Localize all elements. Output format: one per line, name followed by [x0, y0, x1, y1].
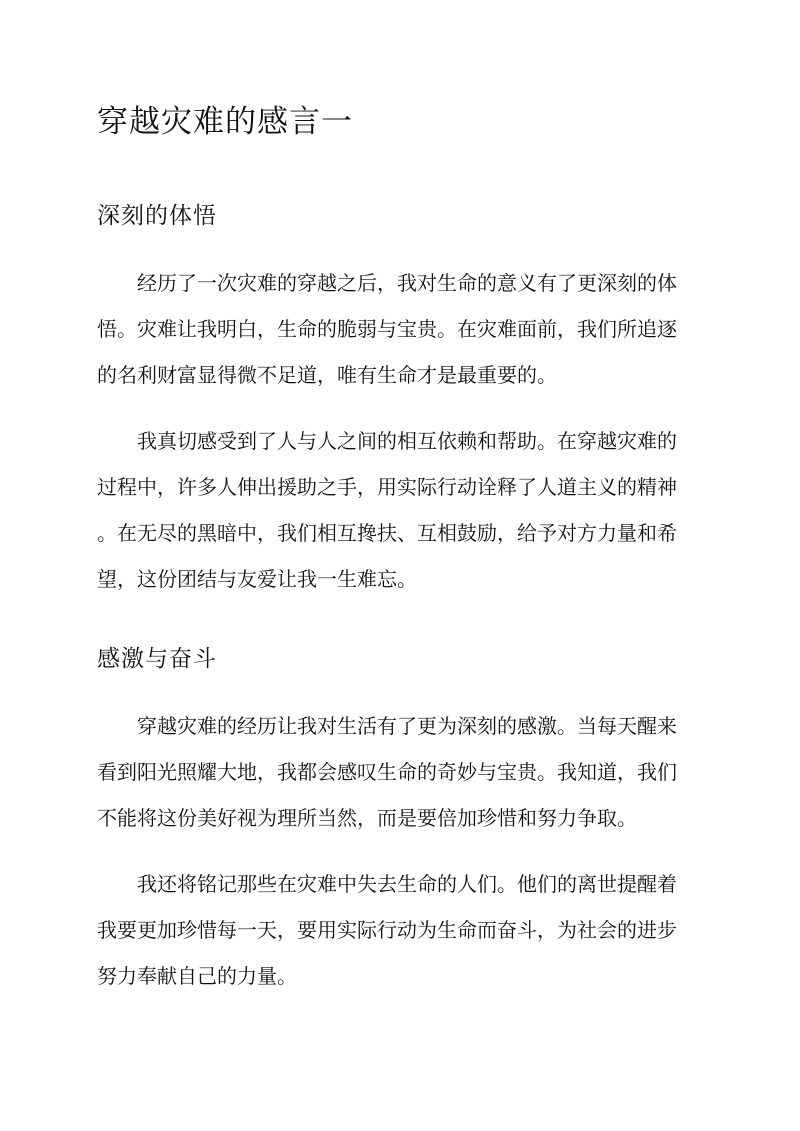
paragraph-line: 的名利财富显得微不足道，唯有生命才是最重要的。 [97, 363, 557, 387]
paragraph-line: 不能将这份美好视为理所当然，而是要倍加珍惜和努力争取。 [97, 806, 637, 830]
paragraph-line: 过程中，许多人伸出援助之手，用实际行动诠释了人道主义的精神 [97, 475, 677, 499]
paragraph-line: 望，这份团结与友爱让我一生难忘。 [97, 567, 417, 591]
paragraph-1-1 [97, 260, 700, 398]
paragraph-line: 我还将铭记那些在灾难中失去生命的人们。他们的离世提醒着 [137, 872, 677, 896]
paragraph-line: 。在无尽的黑暗中，我们相互搀扶、互相鼓励，给予对方力量和希 [97, 521, 677, 545]
paragraph-line: 经历了一次灾难的穿越之后，我对生命的意义有了更深刻的体 [137, 271, 677, 295]
paragraph-line: 悟。灾难让我明白，生命的脆弱与宝贵。在灾难面前，我们所追逐 [97, 317, 677, 341]
paragraph-line: 我要更加珍惜每一天，要用实际行动为生命而奋斗，为社会的进步 [97, 918, 677, 942]
section-heading-1: 深刻的体悟 [97, 203, 217, 229]
paragraph-line: 看到阳光照耀大地，我都会感叹生命的奇妙与宝贵。我知道，我们 [97, 760, 677, 784]
section-heading-2: 感激与奋斗 [97, 646, 217, 672]
paragraph-line: 穿越灾难的经历让我对生活有了更为深刻的感激。当每天醒来 [137, 714, 677, 738]
paragraph-line: 努力奉献自己的力量。 [97, 964, 297, 988]
paragraph-line: 我真切感受到了人与人之间的相互依赖和帮助。在穿越灾难的 [137, 429, 677, 453]
paragraph-2-2 [97, 861, 700, 999]
document-title: 穿越灾难的感言一 [97, 104, 353, 140]
paragraph-2-1 [97, 703, 700, 841]
paragraph-1-2 [97, 418, 700, 602]
